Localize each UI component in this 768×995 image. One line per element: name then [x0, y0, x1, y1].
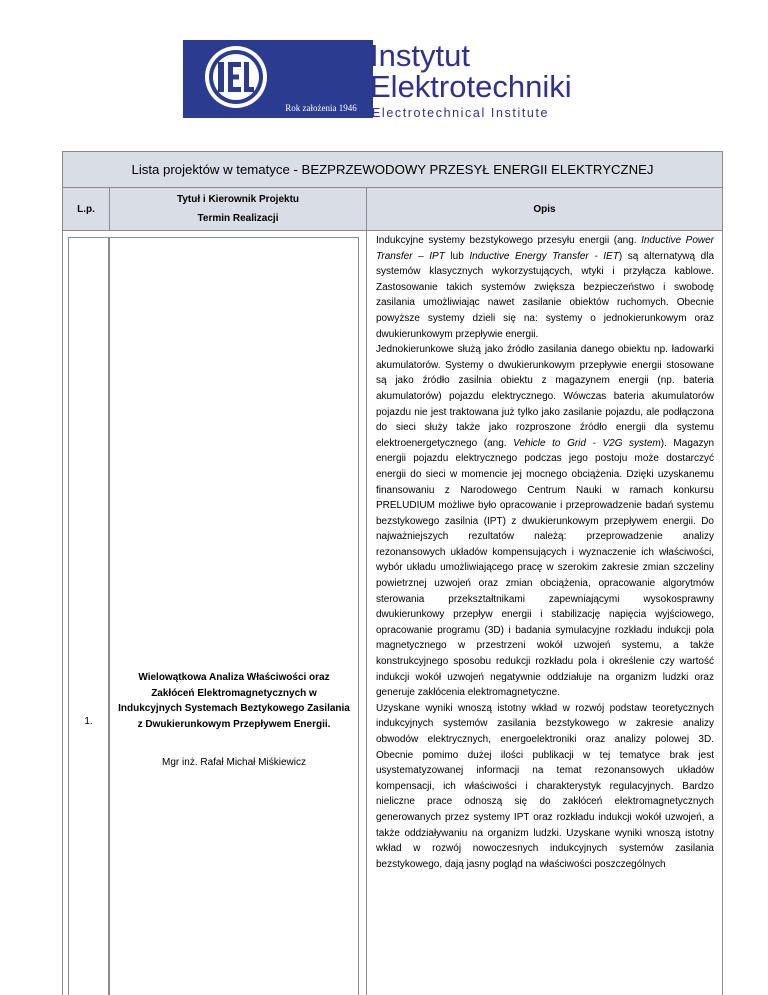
column-header-title-line2: Termin Realizacji	[197, 213, 279, 224]
description-paragraph-1: Indukcyjne systemy bezstykowego przesyłu energii (ang. Inductive Power Transfer – IPT lub Inductive Energy Transfer - IET) są alternatywą dla systemów klasycznych wykorzystujących, wtyki i przyłącza kablowe. Zastosowanie takich systemów zwiększa bezpieczeństwo i swobodę zasilania umożliwiając nawet zasilanie obiektów ruchomych. Obecnie powyższe systemy dzieli się na: systemy o jednokierunkowym oraz dwukierunkowym przepływie energii.	[376, 235, 715, 340]
project-leader: Mgr inż. Rafał Michał Miśkiewicz	[162, 757, 306, 768]
project-title: Wielowątkowa Analiza Właściwości oraz Zakłóceń Elektromagnetycznych w Indukcyjnych Systemach Beztykowego Zasilania z Dwukierunkowym Przepływem Energii.	[118, 672, 350, 730]
column-header-title	[109, 188, 366, 230]
row-number-cell	[68, 237, 109, 995]
iel-emblem-icon	[203, 44, 269, 110]
founded-label: Rok założenia 1946	[285, 103, 357, 113]
table-title: Lista projektów w tematyce - BEZPRZEWODOWY PRZESYŁ ENERGII ELEKTRYCZNEJ	[63, 152, 722, 188]
project-title-cell	[109, 237, 359, 995]
row-number: 1.	[84, 716, 93, 727]
column-header-opis: Opis	[366, 188, 722, 230]
table-header-row	[63, 188, 722, 231]
description-paragraph-3: Uzyskane wyniki wnoszą istotny wkład w rozwój podstaw teoretycznych indukcyjnych systemów zasilania bezstykowego w zakresie analizy obwodów elektrycznych, energoelektroniki oraz analizy polowej 3D. Obecnie pomimo dużej ilości publikacji w tej tematyce brak jest usystematyzowanej informacji na temat rezonansowych układów kompensacji, ich właściwości i charakterystyk regulacyjnych. Bardzo nieliczne prace odnoszą się do zakłóceń elektromagnetycznych generowanych przez systemy IPT oraz rozkładu indukcji wokół uzwojeń, a także oddziaływaniu na organizm ludzki. Uzyskane wyniki wnoszą istotny wkład w rozwój nowoczesnych indukcyjnych systemów zasilania bezstykowego, dają jasny pogląd na właściwości poszczególnych	[376, 702, 714, 870]
description-cell	[366, 231, 722, 995]
column-header-lp: L.p.	[77, 203, 95, 215]
institute-name-english: Electrotechnical Institute	[372, 106, 550, 120]
table-row	[63, 231, 722, 995]
projects-table	[62, 151, 723, 995]
column-header-title-line1: Tytuł i Kierownik Projektu	[176, 194, 300, 205]
description-paragraph-2: Jednokierunkowe służą jako źródło zasilania danego obiektu np. ładowarki akumulatorów. Systemy o dwukierunkowym przepływie energii stosowane są jako źródło zasilnia obiektu z magazynem energii (np. bateria akumulatorów) pojazdu elektrycznego. Wówczas bateria akumulatorów pojazdu nie jest traktowana już tylko jako zasilanie pojazdu, ale podłączona do sieci służy także jako rozproszone źródło energii dla systemu elektroenergetycznego (ang. Vehicle to Grid - V2G system). Magazyn energii pojazdu elektrycznego podczas jego postoju może dostarczyć energii do sieci w momencie jej mocnego obciążenia. Dzięki uzyskanemu finansowaniu z Narodowego Centrum Nauki w ramach konkursu PRELUDIUM możliwe było opracowanie i przeprowadzenie badań systemu bezstykowego zasilnia (IPT) z dwukierunkowym przepływem energii. Do najważniejszych rezultatów należą: przeprowadzenie analizy rezonansowych układów kompensujących i wyznaczenie ich właściwości, wybór układu umożliwiającego pracę w szerokim zakresie zmian szczeliny powietrznej uzwojeń oraz zmian obciążenia, opracowanie algorytmów sterowania przekształtnikami zapewniającymi wysokosprawny dwukierunkowy przepływ energii i stabilizację napięcia wyjściowego, opracowanie programu (3D) i badania symulacyjne rozkładu indukcji pola magnetycznego w przestrzeni wokół uzwojeń systemu, a także konstrukcyjnego sposobu redukcji rozkładu pola i określenie czy wartość indukcji wokół uzwojeń negatywnie oddziałuje na organizm ludzki oraz generuje zakłócenia elektromagnetyczne.	[376, 344, 715, 699]
institute-name-line2: Elektrotechniki	[370, 69, 572, 104]
institute-name-line1: Instytut	[370, 38, 470, 73]
logo	[183, 40, 373, 118]
institute-name	[370, 40, 610, 102]
project-description	[376, 233, 714, 872]
